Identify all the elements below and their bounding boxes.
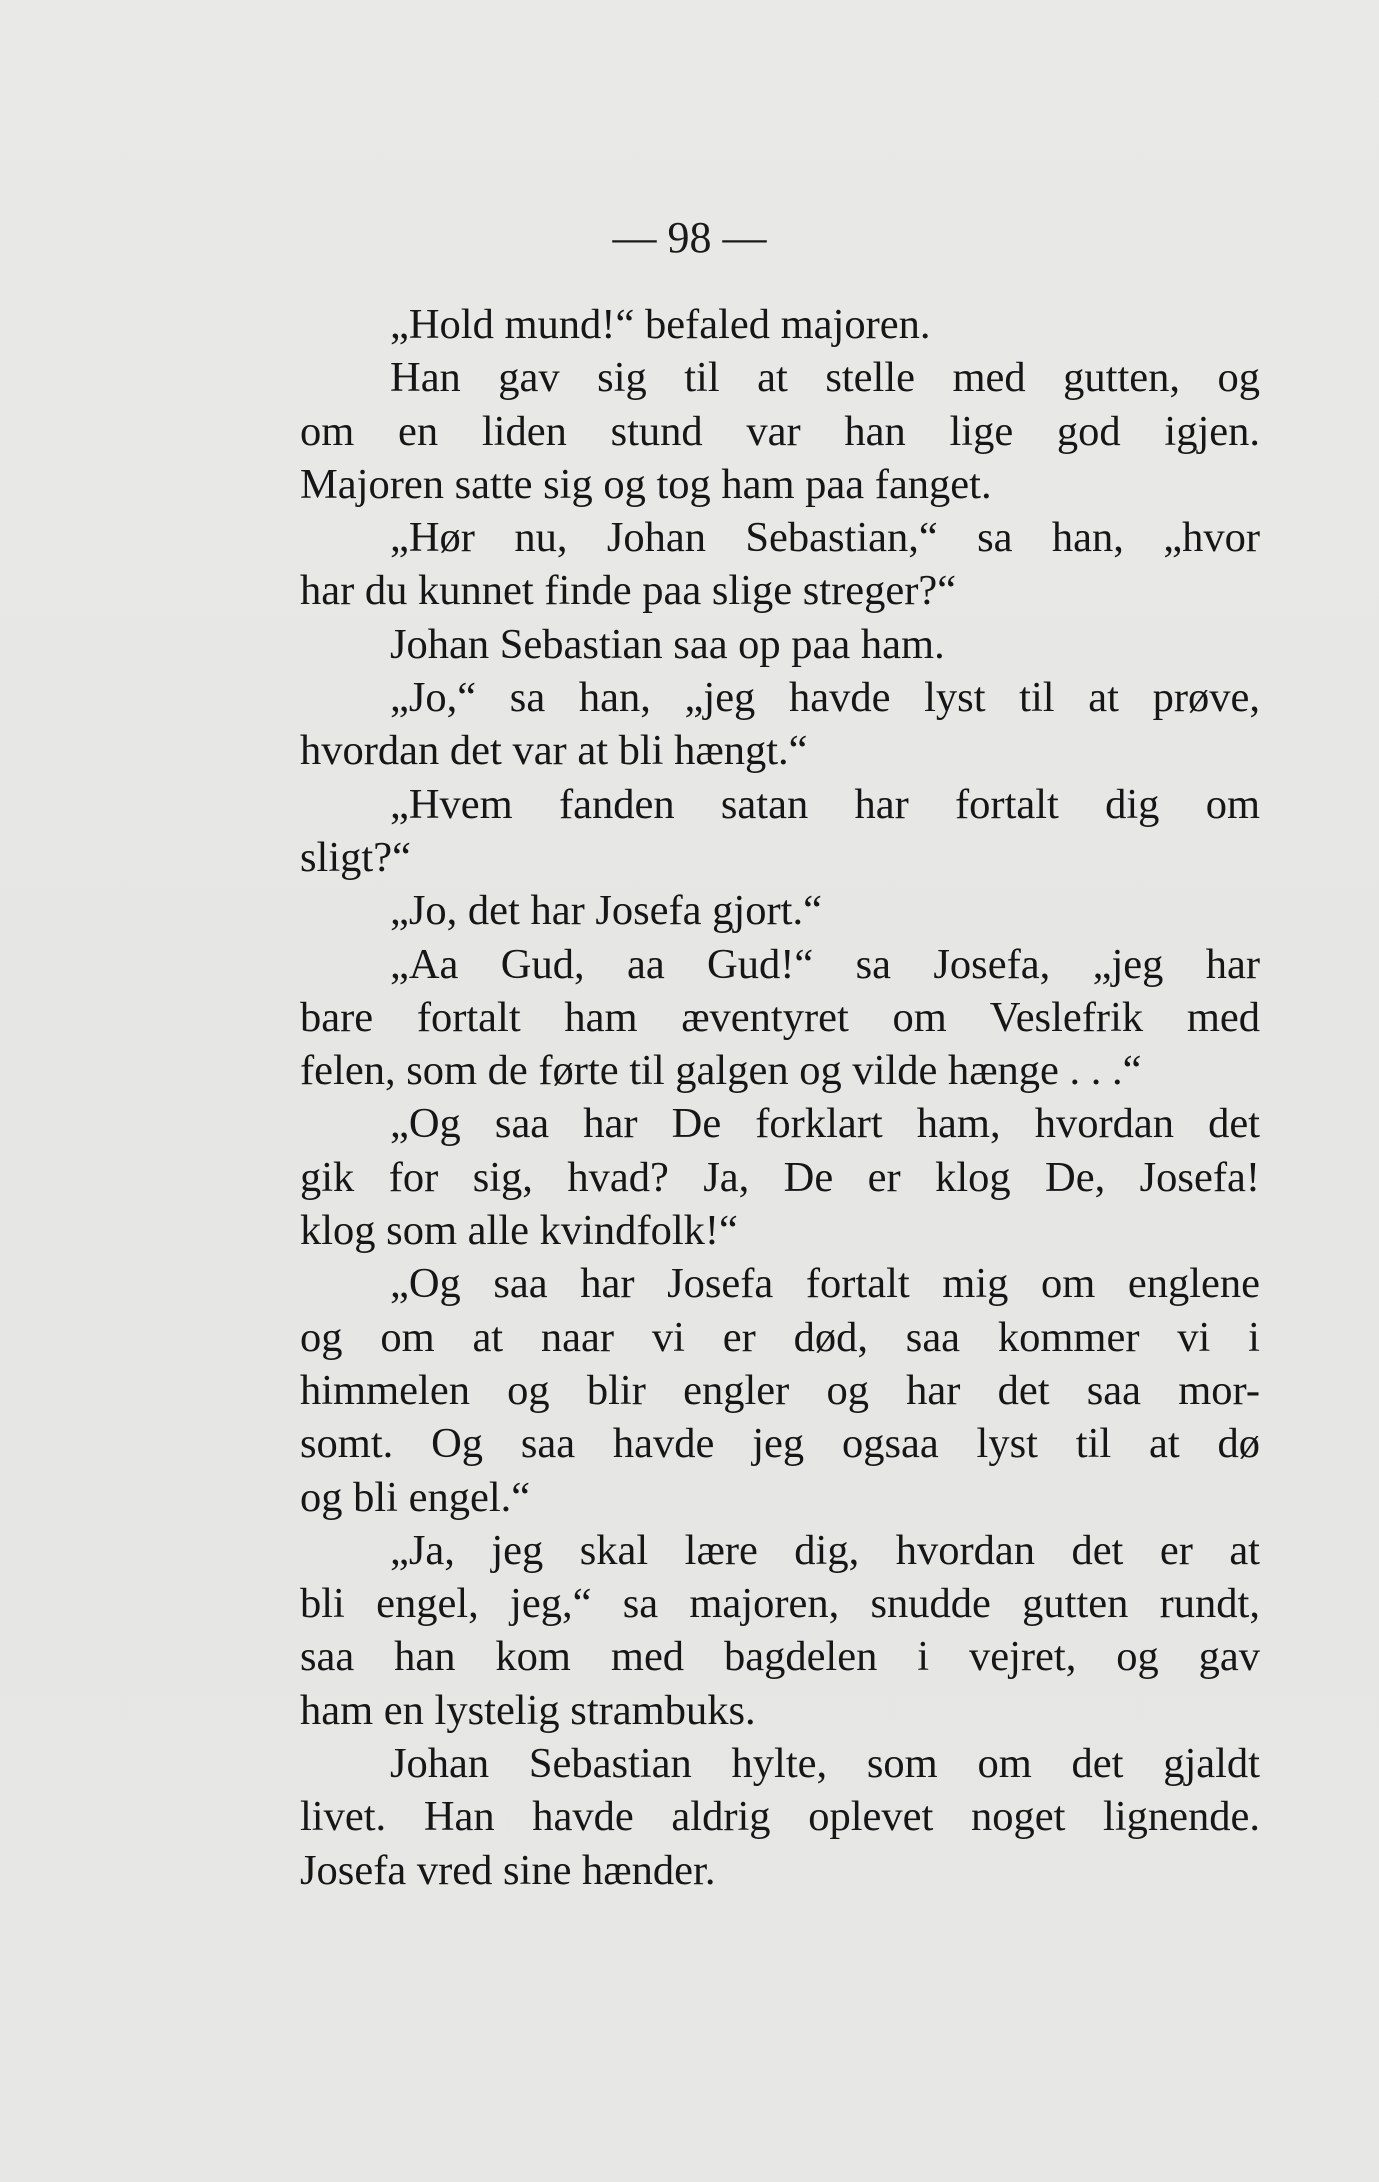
paragraph xyxy=(300,1097,1260,1257)
paragraph xyxy=(300,1257,1260,1523)
text-line: Majoren satte sig og tog ham paa fanget. xyxy=(300,460,992,508)
text-line: hvordan det var at bli hængt.“ xyxy=(300,727,808,775)
text-line: „Jo,“ sa han, „jeg havde lyst til at prøve, xyxy=(390,674,1260,722)
text-line: felen, som de førte til galgen og vilde hænge . . .“ xyxy=(300,1047,1142,1095)
paragraph xyxy=(300,884,1260,937)
text-line: „Jo, det har Josefa gjort.“ xyxy=(390,887,822,935)
text-line: klog som alle kvindfolk!“ xyxy=(300,1207,738,1255)
paragraph xyxy=(300,938,1260,1098)
text-line: ham en lystelig strambuks. xyxy=(300,1686,756,1734)
text-line: sligt?“ xyxy=(300,833,411,881)
paragraph xyxy=(300,511,1260,618)
body-text xyxy=(300,298,1260,1897)
paragraph xyxy=(300,298,1260,351)
paragraph xyxy=(300,1737,1260,1897)
text-line: „Hvem fanden satan har fortalt dig om xyxy=(390,780,1260,828)
paragraph xyxy=(300,618,1260,671)
text-line: himmelen og blir engler og har det saa mor- xyxy=(300,1366,1260,1414)
text-line: „Hør nu, Johan Sebastian,“ sa han, „hvor xyxy=(390,514,1260,562)
page-number: — 98 — xyxy=(612,213,767,262)
text-line: „Aa Gud, aa Gud!“ sa Josefa, „jeg har xyxy=(390,940,1260,988)
text-line: og bli engel.“ xyxy=(300,1473,531,1521)
text-line: „Og saa har De forklart ham, hvordan det xyxy=(390,1100,1260,1148)
text-line: om en liden stund var han lige god igjen. xyxy=(300,407,1260,455)
text-line: „Og saa har Josefa fortalt mig om englene xyxy=(390,1260,1260,1308)
text-line: Josefa vred sine hænder. xyxy=(300,1846,716,1894)
text-line: „Ja, jeg skal lære dig, hvordan det er at xyxy=(390,1526,1260,1574)
text-line: somt. Og saa havde jeg ogsaa lyst til at dø xyxy=(300,1420,1260,1468)
text-line: og om at naar vi er død, saa kommer vi i xyxy=(300,1313,1260,1361)
paragraph xyxy=(300,1524,1260,1737)
text-line: bli engel, jeg,“ sa majoren, snudde gutten rundt, xyxy=(300,1580,1260,1628)
text-line: Johan Sebastian hylte, som om det gjaldt xyxy=(390,1740,1260,1788)
text-line: bare fortalt ham æventyret om Veslefrik med xyxy=(300,993,1260,1041)
paragraph xyxy=(300,671,1260,778)
text-line: har du kunnet finde paa slige streger?“ xyxy=(300,567,957,615)
text-line: gik for sig, hvad? Ja, De er klog De, Josefa! xyxy=(300,1153,1260,1201)
text-line: saa han kom med bagdelen i vejret, og gav xyxy=(300,1633,1260,1681)
text-line: livet. Han havde aldrig oplevet noget lignende. xyxy=(300,1793,1260,1841)
paragraph xyxy=(300,778,1260,885)
text-line: „Hold mund!“ befaled majoren. xyxy=(390,301,931,348)
paragraph xyxy=(300,351,1260,511)
text-line: Han gav sig til at stelle med gutten, og xyxy=(390,354,1260,402)
text-line: Johan Sebastian saa op paa ham. xyxy=(390,620,945,668)
